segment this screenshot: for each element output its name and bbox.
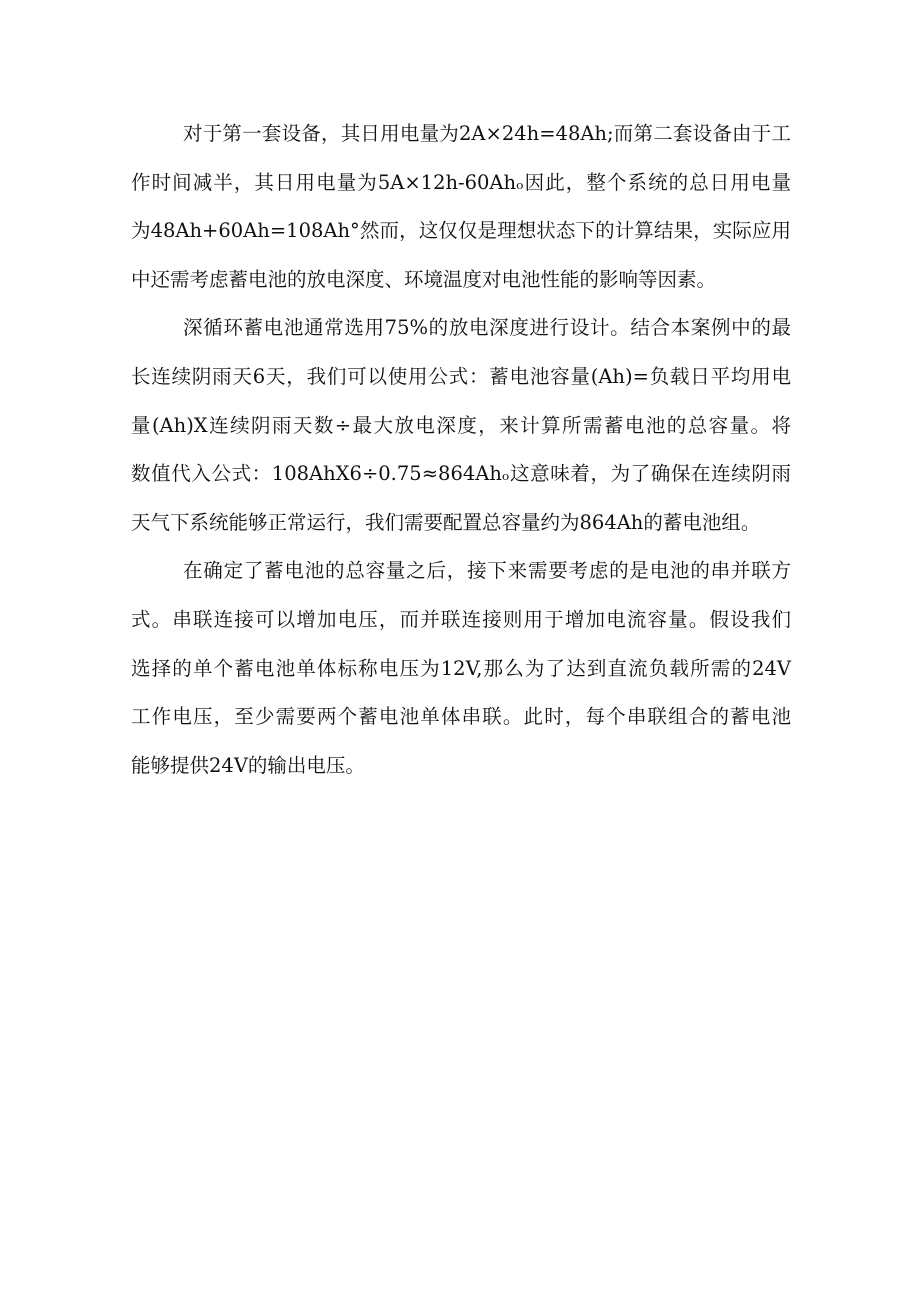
document-body <box>131 110 791 790</box>
paragraph-3 <box>131 547 791 790</box>
paragraph-line: 式。串联连接可以增加电压，而并联连接则用于增加电流容量。假设我们 <box>131 607 791 631</box>
paragraph-line: 工作电压，至少需要两个蓄电池单体串联。此时，每个串联组合的蓄电池 <box>131 705 791 729</box>
paragraph-line: 中还需考虑蓄电池的放电深度、环境温度对电池性能的影响等因素。 <box>131 267 717 291</box>
paragraph-line: 长连续阴雨天6天，我们可以使用公式：蓄电池容量(Ah)=负载日平均用电 <box>131 364 791 388</box>
paragraph-line: 天气下系统能够正常运行，我们需要配置总容量约为864Ah的蓄电池组。 <box>131 510 761 534</box>
paragraph-line: 数值代入公式：108AhX6÷0.75≈864Ahₒ这意味着，为了确保在连续阴雨 <box>131 462 791 486</box>
paragraph-line: 在确定了蓄电池的总容量之后，接下来需要考虑的是电池的串并联方 <box>183 559 791 583</box>
paragraph-line: 深循环蓄电池通常选用75%的放电深度进行设计。结合本案例中的最 <box>183 316 791 340</box>
paragraph-line: 选择的单个蓄电池单体标称电压为12V,那么为了达到直流负载所需的24V <box>131 656 791 680</box>
paragraph-2 <box>131 304 791 547</box>
paragraph-line: 为48Ah+60Ah=108Ah°然而，这仅仅是理想状态下的计算结果，实际应用 <box>131 219 791 243</box>
paragraph-line: 能够提供24V的输出电压。 <box>131 753 365 777</box>
paragraph-line: 量(Ah)X连续阴雨天数÷最大放电深度，来计算所需蓄电池的总容量。将 <box>131 413 791 437</box>
paragraph-line: 对于第一套设备，其日用电量为2A×24h=48Ah;而第二套设备由于工 <box>183 122 791 145</box>
paragraph-1 <box>131 110 791 304</box>
paragraph-line: 作时间减半，其日用电量为5A×12h-60Ahₒ因此，整个系统的总日用电量 <box>131 170 791 194</box>
